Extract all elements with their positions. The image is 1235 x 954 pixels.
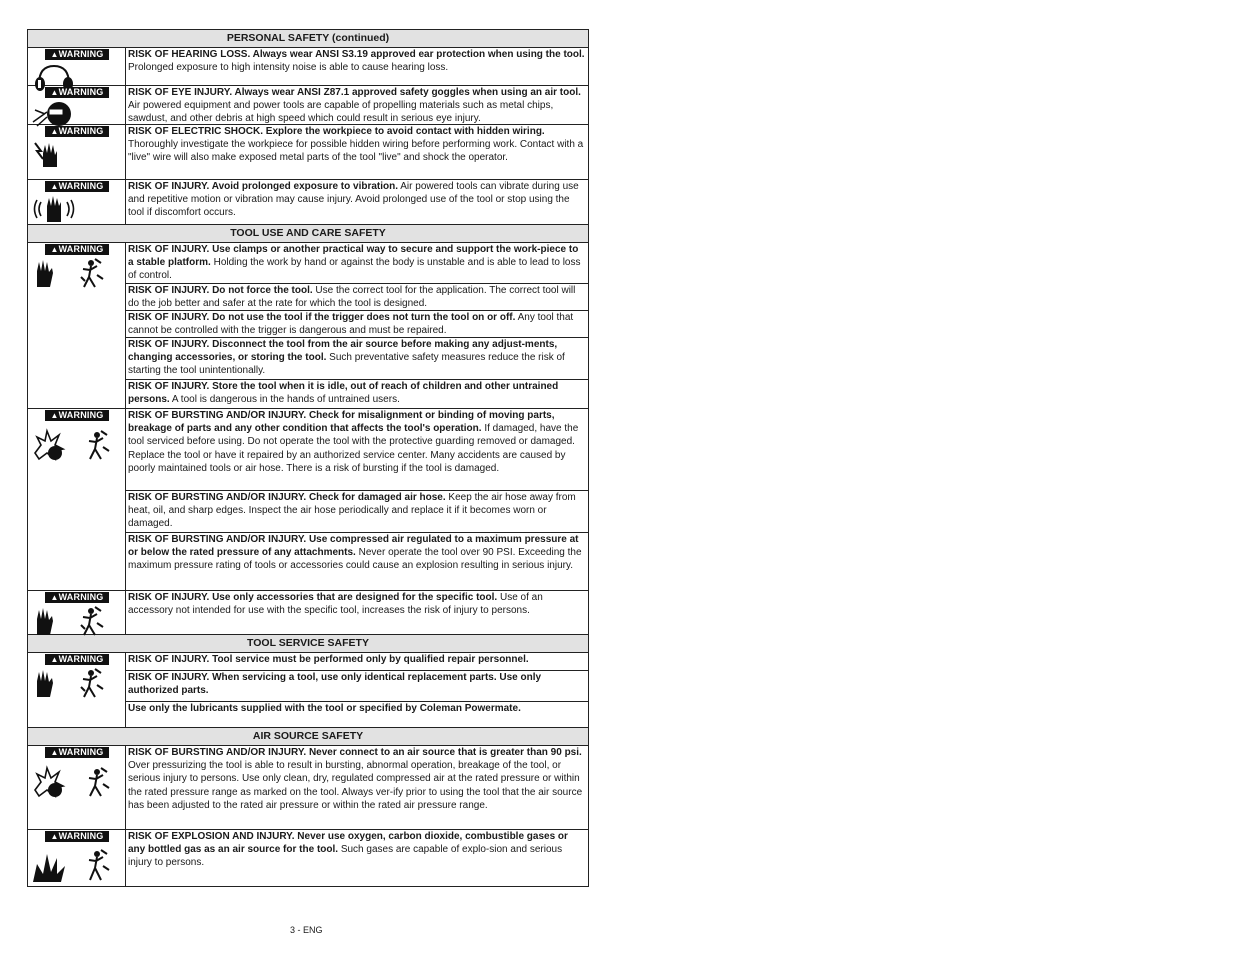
warning-icon-cell [28, 48, 126, 85]
warning-text-row [126, 491, 588, 533]
warning-badge-label: WARNING [58, 244, 104, 254]
warning-badge-label: WARNING [58, 410, 104, 420]
warning-body: Such gases are capable of explo-sion and serious injury to persons. [128, 844, 563, 869]
warning-body: Keep the air hose away from heat, oil, and sharp edges. Inspect the air hose periodically and replace it if it becomes worn or damaged. [128, 492, 576, 530]
warning-body: Use of an accessory not intended for use with the specific tool, increases the risk of injury to persons. [128, 592, 543, 617]
warning-heading: RISK OF INJURY. Use clamps or another practical way to secure and support the work-piece to a stable platform. [128, 244, 579, 269]
warning-badge [45, 747, 109, 758]
warning-heading: RISK OF INJURY. Do not use the tool if the trigger does not turn the tool on or off. [128, 312, 516, 323]
warning-badge [45, 244, 109, 255]
warning-body: Thoroughly investigate the workpiece for possible hidden wiring before performing work. Contact with a "live" wire will also make exposed metal parts of the tool "live" and shock the operator. [128, 139, 584, 164]
warning-text-row [126, 653, 588, 671]
warning-badge [45, 181, 109, 192]
warning-icon-cell [28, 180, 126, 224]
warning-icon-cell [28, 591, 126, 634]
warning-body: A tool is dangerous in the hands of untrained users. [169, 394, 400, 406]
section-header: TOOL SERVICE SAFETY [28, 635, 588, 653]
vibration-hand-icon [31, 194, 77, 224]
warning-heading: RISK OF EXPLOSION AND INJURY. Never use oxygen, carbon dioxide, combustible gases or any bottled gas as an air source for the tool. [128, 831, 568, 856]
warning-group [28, 243, 588, 409]
alert-triangle-icon: ▲ [50, 50, 59, 59]
warning-heading: RISK OF BURSTING AND/OR INJURY. Use compressed air regulated to a maximum pressure at or below the rated pressure of any attachments. [128, 534, 579, 559]
explosion-and-injured-person-icon [31, 844, 111, 884]
warning-badge-label: WARNING [58, 181, 104, 191]
alert-triangle-icon: ▲ [50, 127, 59, 136]
bursting-and-injured-person-icon [31, 423, 111, 463]
warning-badge [45, 592, 109, 603]
warning-icon-cell [28, 746, 126, 829]
warning-text-row [126, 591, 588, 634]
warning-text-row [126, 746, 588, 829]
warning-heading: RISK OF INJURY. Avoid prolonged exposure to vibration. [128, 181, 399, 192]
electric-shock-icon [31, 139, 77, 169]
warning-badge-label: WARNING [58, 747, 104, 757]
warning-text-row [126, 338, 588, 380]
warning-heading: RISK OF INJURY. Tool service must be performed only by qualified repair personnel. [128, 654, 529, 665]
warning-body: Never operate the tool over 90 PSI. Exceeding the maximum pressure rating of tools or accessories could cause an explosion resulting in serious injury. [128, 547, 582, 572]
section-header: TOOL USE AND CARE SAFETY [28, 225, 588, 243]
alert-triangle-icon: ▲ [50, 182, 59, 191]
warning-heading: RISK OF INJURY. Use only accessories that are designed for the specific tool. [128, 592, 498, 603]
hand-and-injured-person-icon [31, 667, 111, 701]
warning-body: Prolonged exposure to high intensity noise is able to cause hearing loss. [128, 62, 449, 74]
warning-badge [45, 126, 109, 137]
warning-heading: RISK OF INJURY. Store the tool when it is idle, out of reach of children and other untrained persons. [128, 381, 559, 406]
warning-heading: RISK OF BURSTING AND/OR INJURY. Check for damaged air hose. [128, 492, 446, 503]
section-header: AIR SOURCE SAFETY [28, 728, 588, 746]
warning-body: If damaged, have the tool serviced before using. Do not operate the tool with the protective guarding removed or damaged. Replace the tool or have it repaired by an authorized service center. Many accidents are caused by poorly maintained tools or air hose. There is a risk of bursting if the tool is damaged. [128, 423, 579, 474]
warning-icon-cell [28, 243, 126, 408]
warning-badge-label: WARNING [58, 126, 104, 136]
section-header: PERSONAL SAFETY (continued) [28, 30, 588, 48]
warning-text-row [126, 86, 588, 124]
warning-icon-cell [28, 830, 126, 886]
warning-badge-label: WARNING [58, 49, 104, 59]
warning-icon-cell [28, 86, 126, 124]
warning-body: Any tool that cannot be controlled with the trigger is dangerous and must be repaired. [128, 312, 574, 337]
warning-text-row [126, 702, 588, 727]
warning-text-row [126, 671, 588, 702]
warning-heading: RISK OF BURSTING AND/OR INJURY. Never connect to an air source that is greater than 90 psi. [128, 747, 582, 758]
warning-body: Such preventative safety measures reduce the risk of starting the tool unintentionally. [128, 352, 565, 377]
warning-group [28, 409, 588, 591]
warning-badge [45, 49, 109, 60]
warning-heading: RISK OF INJURY. Do not force the tool. [128, 285, 313, 296]
warning-badge [45, 410, 109, 421]
warning-badge-label: WARNING [58, 654, 104, 664]
warning-body: Over pressurizing the tool is able to result in bursting, abnormal operation, breakage of the tool, or serious injury to persons. Use only clean, dry, regulated compressed air at the rated pressure or within the rated pressure range as marked on the tool. Always ver-ify prior to using the tool that the air source has been adjusted to the rated air pressure or within the rated air pressure range. [128, 760, 583, 811]
warning-heading: RISK OF INJURY. Disconnect the tool from the air source before making any adjust-ments, changing accessories, or storing the tool. [128, 339, 558, 364]
warning-text-row [126, 125, 588, 179]
warning-text-row [126, 180, 588, 224]
warning-badge-label: WARNING [58, 592, 104, 602]
hand-and-injured-person-icon [31, 257, 111, 291]
hand-and-injured-person-icon [31, 605, 111, 639]
warning-group [28, 746, 588, 830]
warning-body: Air powered tools can vibrate during use and repetitive motion or vibration may cause injury. Avoid prolonged use of the tool or stop using the tool if discomfort occurs. [128, 181, 579, 219]
bursting-and-injured-person-icon [31, 760, 111, 800]
page-number: 3 - ENG [290, 925, 323, 935]
alert-triangle-icon: ▲ [50, 748, 59, 757]
warning-group [28, 48, 588, 86]
warning-group [28, 591, 588, 635]
safety-table [27, 29, 589, 887]
warning-heading: RISK OF BURSTING AND/OR INJURY. Check for misalignment or binding of moving parts, breakage of parts and any other condition that affects the tool's operation. [128, 410, 555, 435]
warning-text-row [126, 533, 588, 590]
warning-text-row [126, 284, 588, 311]
warning-text-row [126, 243, 588, 284]
alert-triangle-icon: ▲ [50, 655, 59, 664]
warning-body: Use the correct tool for the application. The correct tool will do the job better and safer at the rate for which the tool is designed. [128, 285, 576, 310]
warning-badge-label: WARNING [58, 87, 104, 97]
warning-group [28, 180, 588, 225]
alert-triangle-icon: ▲ [50, 88, 59, 97]
alert-triangle-icon: ▲ [50, 245, 59, 254]
warning-icon-cell [28, 125, 126, 179]
warning-heading: RISK OF EYE INJURY. Always wear ANSI Z87.1 approved safety goggles when using an air tool. [128, 87, 581, 98]
warning-group [28, 125, 588, 180]
warning-body: Holding the work by hand or against the body is unstable and is able to lead to loss of control. [128, 257, 581, 282]
warning-heading: Use only the lubricants supplied with the tool or specified by Coleman Powermate. [128, 703, 521, 714]
warning-text-row [126, 380, 588, 408]
alert-triangle-icon: ▲ [50, 411, 59, 420]
warning-heading: RISK OF HEARING LOSS. Always wear ANSI S3.19 approved ear protection when using the tool. [128, 49, 585, 60]
warning-badge [45, 654, 109, 665]
warning-text-row [126, 830, 588, 886]
warning-text-row [126, 48, 588, 85]
warning-body: Air powered equipment and power tools are capable of propelling materials such as metal chips, sawdust, and other debris at high speed which could result in serious eye injury. [128, 100, 554, 125]
warning-text-row [126, 311, 588, 338]
warning-text-row [126, 409, 588, 491]
warning-icon-cell [28, 653, 126, 727]
warning-badge [45, 831, 109, 842]
warning-badge [45, 87, 109, 98]
warning-heading: RISK OF ELECTRIC SHOCK. Explore the workpiece to avoid contact with hidden wiring. [128, 126, 545, 137]
warning-group [28, 86, 588, 125]
warning-heading: RISK OF INJURY. When servicing a tool, use only identical replacement parts. Use only authorized parts. [128, 672, 542, 697]
alert-triangle-icon: ▲ [50, 832, 59, 841]
warning-icon-cell [28, 409, 126, 590]
alert-triangle-icon: ▲ [50, 593, 59, 602]
warning-group [28, 653, 588, 728]
warning-badge-label: WARNING [58, 831, 104, 841]
warning-group [28, 830, 588, 886]
